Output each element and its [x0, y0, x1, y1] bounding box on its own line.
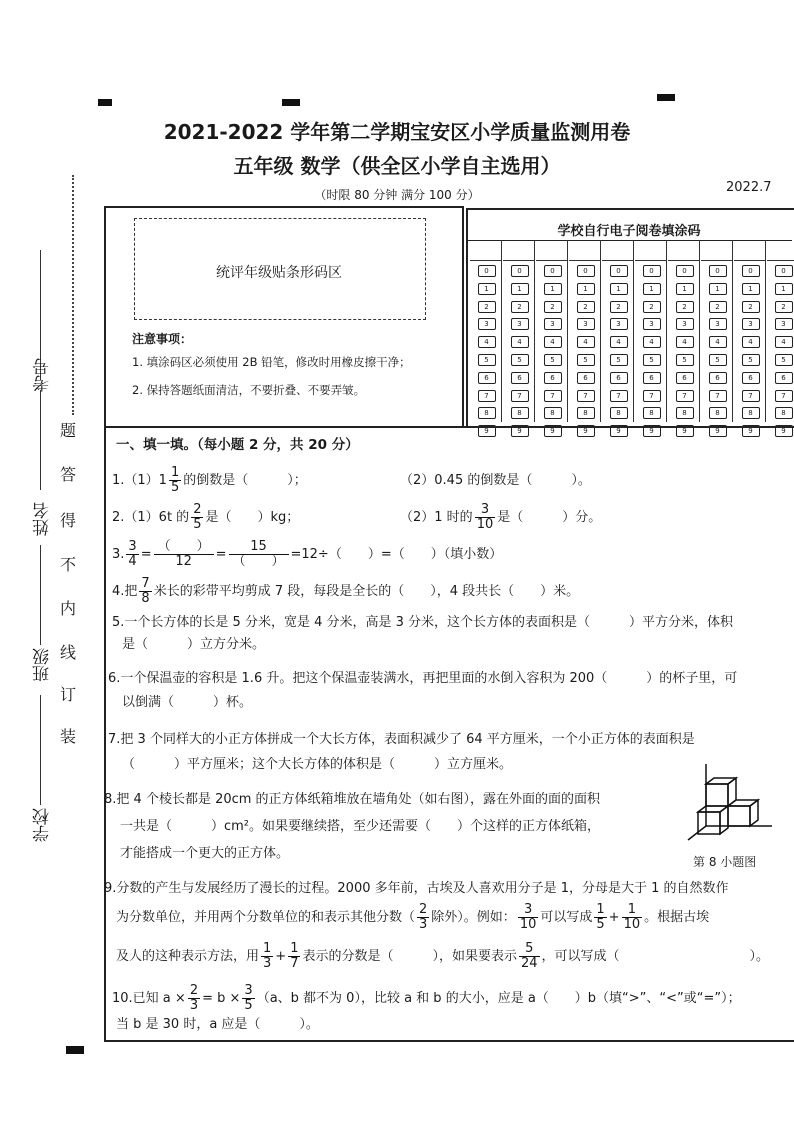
question-5-line1: 5.一个长方体的长是 5 分米，宽是 4 分米，高是 3 分米，这个长方体的表面积是（ ）平方分米，体积	[112, 615, 734, 630]
fill-bubble[interactable]: 0	[709, 265, 727, 277]
fill-bubble[interactable]: 5	[742, 354, 760, 366]
fill-bubble[interactable]: 6	[511, 372, 529, 384]
fill-code-column-divider	[567, 240, 568, 422]
fill-bubble[interactable]: 2	[775, 301, 793, 313]
fill-code-title: 学校自行电子阅卷填涂码	[557, 224, 701, 239]
fill-bubble[interactable]: 1	[544, 283, 562, 295]
fill-code-column	[703, 265, 732, 443]
fill-bubble[interactable]: 3	[742, 318, 760, 330]
question-10-line1: 10.已知 a × $\frac{2}{3}$ = b × $\frac{3}{5}$ （a、b 都不为 0），比较 a 和 b 的大小，应是 a（ ）b（填“>”、“<”或“=”）；	[112, 983, 741, 1013]
fill-bubble[interactable]: 0	[643, 265, 661, 277]
fill-bubble[interactable]: 0	[610, 265, 628, 277]
fill-code-column	[769, 265, 794, 443]
fill-code-column	[736, 265, 765, 443]
fill-bubble[interactable]: 7	[676, 390, 694, 402]
fill-bubble[interactable]: 1	[775, 283, 793, 295]
name-line	[40, 390, 41, 490]
question-1b: （2）0.45 的倒数是（ ）。	[400, 473, 591, 488]
fill-bubble[interactable]: 7	[478, 390, 496, 402]
fill-code-column-divider	[666, 240, 667, 422]
exam-no-label: 考号	[33, 358, 53, 392]
fill-code-entry-box	[668, 240, 699, 261]
fill-bubble[interactable]: 2	[709, 301, 727, 313]
fill-code-entry-box	[503, 240, 534, 261]
fill-bubble[interactable]: 5	[775, 354, 793, 366]
fill-bubble[interactable]: 1	[478, 283, 496, 295]
fill-bubble[interactable]: 1	[676, 283, 694, 295]
dotted-binding-line	[72, 175, 74, 415]
note-item: 1. 填涂码区必须使用 2B 铅笔，修改时用橡皮擦干净；	[132, 355, 411, 369]
cube-stack-figure	[684, 762, 784, 842]
fill-code-column-divider	[633, 240, 634, 422]
fill-bubble[interactable]: 7	[742, 390, 760, 402]
registration-mark	[282, 99, 300, 106]
fill-bubble[interactable]: 2	[511, 301, 529, 313]
fill-bubble[interactable]: 9	[478, 425, 496, 437]
fill-bubble[interactable]: 6	[742, 372, 760, 384]
fill-code-column	[571, 265, 600, 443]
fill-bubble[interactable]: 8	[577, 407, 595, 419]
fill-bubble[interactable]: 2	[577, 301, 595, 313]
fill-bubble[interactable]: 3	[775, 318, 793, 330]
fill-bubble[interactable]: 5	[610, 354, 628, 366]
binding-char: 不	[60, 555, 77, 574]
fill-code-column	[538, 265, 567, 443]
question-9-line2: 为分数单位，并用两个分数单位的和表示其他分数（ $\frac{2}{3}$ 除外）。例如： $\frac{3}{10}$ 可以写成 $\frac{1}{5}$ + $\frac{1}{10}$ 。根据古埃	[116, 902, 710, 932]
fill-bubble[interactable]: 0	[742, 265, 760, 277]
time-limit: （时限 80 分钟 满分 100 分）	[314, 188, 480, 202]
figure-caption: 第 8 小题图	[693, 855, 757, 869]
fill-bubble[interactable]: 0	[511, 265, 529, 277]
fill-bubble[interactable]: 9	[610, 425, 628, 437]
fill-bubble[interactable]: 0	[478, 265, 496, 277]
question-6-line2: 以倒满（ ）杯。	[122, 695, 253, 710]
fill-bubble[interactable]: 8	[511, 407, 529, 419]
binding-char: 装	[60, 727, 77, 746]
question-9-line3: 及人的这种表示方法，用 $\frac{1}{3}$ + $\frac{1}{7}$ 表示的分数是（ ），如果要表示 $\frac{5}{24}$ ，可以写成（ ）。	[116, 941, 770, 971]
registration-mark	[66, 1046, 84, 1054]
question-9-line1: 9.分数的产生与发展经历了漫长的过程。2000 多年前，古埃及人喜欢用分子是 1，分母是大于 1 的自然数作	[104, 881, 729, 896]
fill-bubble[interactable]: 4	[610, 336, 628, 348]
fill-bubble[interactable]: 8	[742, 407, 760, 419]
fill-bubble[interactable]: 9	[742, 425, 760, 437]
fill-bubble[interactable]: 2	[676, 301, 694, 313]
fill-bubble[interactable]: 8	[544, 407, 562, 419]
binding-char: 线	[60, 643, 77, 662]
fill-bubble[interactable]: 4	[676, 336, 694, 348]
question-3: 3. $\frac{3}{4}$ = $\frac{( )}{12}$ = $\frac{15}{( )}$ =12÷（ ）=（ ）（填小数）	[112, 539, 503, 569]
fill-bubble[interactable]: 4	[511, 336, 529, 348]
fill-bubble[interactable]: 7	[577, 390, 595, 402]
fill-code-column	[670, 265, 699, 443]
school-label: 学校	[33, 808, 53, 842]
fill-bubble[interactable]: 8	[643, 407, 661, 419]
question-8-line3: 才能搭成一个更大的正方体。	[120, 846, 290, 861]
fill-code-entry-box	[701, 240, 732, 261]
fill-code-column-divider	[765, 240, 766, 422]
fill-bubble[interactable]: 0	[775, 265, 793, 277]
question-2b: （2）1 时的 $\frac{3}{10}$ 是（ ）分。	[400, 502, 602, 532]
fill-bubble[interactable]: 8	[676, 407, 694, 419]
fill-code-column	[505, 265, 534, 443]
fill-bubble[interactable]: 0	[577, 265, 595, 277]
question-7-line2: （ ）平方厘米；这个大长方体的体积是（ ）立方厘米。	[122, 757, 513, 772]
fill-bubble[interactable]: 3	[610, 318, 628, 330]
fill-bubble[interactable]: 2	[544, 301, 562, 313]
exam-date: 2022.7	[726, 180, 772, 195]
fill-bubble[interactable]: 3	[577, 318, 595, 330]
fill-bubble[interactable]: 1	[511, 283, 529, 295]
fill-bubble[interactable]: 3	[643, 318, 661, 330]
fill-bubble[interactable]: 1	[577, 283, 595, 295]
fill-bubble[interactable]: 7	[610, 390, 628, 402]
fill-code-entry-box	[767, 240, 794, 261]
fill-code-entry-box	[734, 240, 765, 261]
fill-bubble[interactable]: 6	[610, 372, 628, 384]
fill-bubble[interactable]: 6	[478, 372, 496, 384]
fill-bubble[interactable]: 5	[577, 354, 595, 366]
fill-bubble[interactable]: 3	[511, 318, 529, 330]
binding-char: 得	[60, 511, 77, 530]
fill-bubble[interactable]: 5	[643, 354, 661, 366]
fill-code-column-divider	[534, 240, 535, 422]
binding-char: 题	[60, 421, 77, 440]
exam-subtitle: 五年级 数学（供全区小学自主选用）	[233, 154, 561, 178]
fill-bubble[interactable]: 6	[643, 372, 661, 384]
fill-bubble[interactable]: 2	[478, 301, 496, 313]
fill-bubble[interactable]: 6	[544, 372, 562, 384]
class-line	[40, 545, 41, 645]
question-5-line2: 是（ ）立方分米。	[122, 637, 266, 652]
fill-bubble[interactable]: 1	[643, 283, 661, 295]
fill-code-entry-box	[635, 240, 666, 261]
fill-bubble[interactable]: 8	[775, 407, 793, 419]
notes-title: 注意事项：	[132, 332, 193, 346]
fill-bubble[interactable]: 6	[709, 372, 727, 384]
fill-bubble[interactable]: 4	[643, 336, 661, 348]
question-8-line2: 一共是（ ）cm²。如果要继续搭，至少还需要（ ）个这样的正方体纸箱，	[120, 819, 601, 834]
fill-code-entry-box	[536, 240, 567, 261]
fill-bubble[interactable]: 7	[775, 390, 793, 402]
binding-char: 内	[60, 599, 77, 618]
fill-bubble[interactable]: 4	[742, 336, 760, 348]
fill-code-entry-box	[602, 240, 633, 261]
fill-code-column	[637, 265, 666, 443]
fill-bubble[interactable]: 6	[775, 372, 793, 384]
fill-bubble[interactable]: 9	[676, 425, 694, 437]
fill-bubble[interactable]: 7	[643, 390, 661, 402]
fill-bubble[interactable]: 9	[544, 425, 562, 437]
fill-bubble[interactable]: 3	[544, 318, 562, 330]
section-title: 一、填一填。（每小题 2 分，共 20 分）	[116, 437, 359, 453]
fill-bubble[interactable]: 5	[709, 354, 727, 366]
fill-bubble[interactable]: 3	[478, 318, 496, 330]
fill-bubble[interactable]: 0	[676, 265, 694, 277]
fill-code-column	[604, 265, 633, 443]
question-10-line2: 当 b 是 30 时，a 应是（ ）。	[116, 1017, 319, 1032]
question-1a: 1.（1）1 $\frac{1}{5}$ 的倒数是（ ）；	[112, 465, 307, 495]
fill-code-column-divider	[501, 240, 502, 422]
fill-code-column-divider	[600, 240, 601, 422]
registration-mark	[657, 94, 675, 101]
question-6-line1: 6.一个保温壶的容积是 1.6 升。把这个保温壶装满水，再把里面的水倒入容积为 200（ ）的杯子里，可	[108, 671, 738, 686]
fill-bubble[interactable]: 6	[577, 372, 595, 384]
name-label: 姓名	[33, 502, 53, 536]
fill-bubble[interactable]: 7	[544, 390, 562, 402]
fill-code-column-divider	[732, 240, 733, 422]
fill-bubble[interactable]: 5	[544, 354, 562, 366]
fill-bubble[interactable]: 3	[709, 318, 727, 330]
fill-bubble[interactable]: 2	[610, 301, 628, 313]
question-8-line1: 8.把 4 个棱长都是 20cm 的正方体纸箱堆放在墙角处（如右图），露在外面的面的面积	[104, 792, 601, 807]
class-label: 班级	[33, 648, 53, 682]
question-4: 4.把 $\frac{7}{8}$ 米长的彩带平均剪成 7 段，每段是全长的（ ），4 段共长（ ）米。	[112, 576, 580, 606]
fill-bubble[interactable]: 9	[511, 425, 529, 437]
fill-bubble[interactable]: 3	[676, 318, 694, 330]
fill-bubble[interactable]: 2	[643, 301, 661, 313]
fill-bubble[interactable]: 8	[478, 407, 496, 419]
fill-bubble[interactable]: 5	[478, 354, 496, 366]
fill-bubble[interactable]: 6	[676, 372, 694, 384]
note-item: 2. 保持答题纸面清洁，不要折叠、不要弄皱。	[132, 383, 366, 397]
fill-code-column-divider	[699, 240, 700, 422]
fill-bubble[interactable]: 1	[610, 283, 628, 295]
fill-code-entry-box	[470, 240, 501, 261]
question-7-line1: 7.把 3 个同样大的小正方体拼成一个大长方体，表面积减少了 64 平方厘米，一个小正方体的表面积是	[108, 732, 695, 747]
exam-title: 2021-2022 学年第二学期宝安区小学质量监测用卷	[163, 120, 631, 144]
fill-code-column	[472, 265, 501, 443]
fill-bubble[interactable]: 4	[709, 336, 727, 348]
fill-bubble[interactable]: 0	[544, 265, 562, 277]
fill-bubble[interactable]: 4	[577, 336, 595, 348]
registration-mark	[98, 99, 112, 106]
fill-bubble[interactable]: 7	[511, 390, 529, 402]
fill-bubble[interactable]: 9	[643, 425, 661, 437]
binding-char: 答	[60, 465, 77, 484]
fill-bubble[interactable]: 4	[478, 336, 496, 348]
fill-bubble[interactable]: 1	[742, 283, 760, 295]
fill-bubble[interactable]: 9	[709, 425, 727, 437]
fill-bubble[interactable]: 4	[775, 336, 793, 348]
fill-bubble[interactable]: 5	[676, 354, 694, 366]
fill-bubble[interactable]: 1	[709, 283, 727, 295]
fill-bubble[interactable]: 9	[577, 425, 595, 437]
binding-char: 订	[60, 685, 77, 704]
fill-bubble[interactable]: 5	[511, 354, 529, 366]
fill-bubble[interactable]: 8	[709, 407, 727, 419]
fill-bubble[interactable]: 9	[775, 425, 793, 437]
fill-bubble[interactable]: 4	[544, 336, 562, 348]
question-2a: 2.（1）6t 的 $\frac{2}{5}$ 是（ ）kg；	[112, 502, 300, 532]
fill-bubble[interactable]: 2	[742, 301, 760, 313]
barcode-area-label: 统评年级贴条形码区	[216, 265, 342, 281]
fill-code-entry-box	[569, 240, 600, 261]
school-line	[40, 695, 41, 805]
fill-bubble[interactable]: 8	[610, 407, 628, 419]
fill-bubble[interactable]: 7	[709, 390, 727, 402]
